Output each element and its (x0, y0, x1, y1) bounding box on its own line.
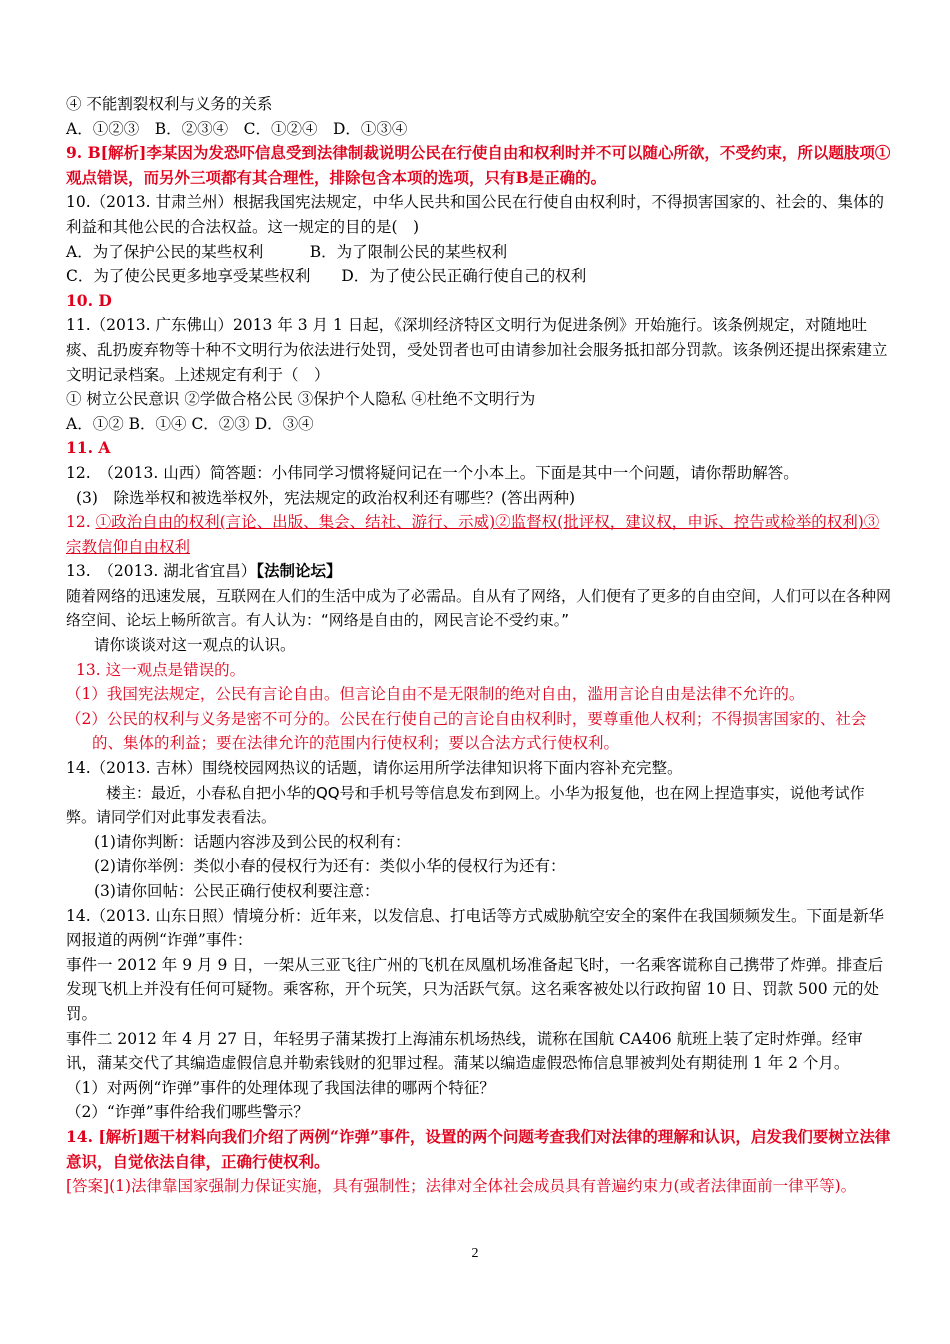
option-line: ④ 不能割裂权利与义务的关系 (66, 95, 273, 113)
answer-13: 13. 这一观点是错误的。 (76, 660, 246, 679)
choice-options: A．①②③ B．②③④ C．①②④ D．①③④ (66, 119, 408, 138)
question-12: 12. （2013. 山西）简答题：小伟同学习惯将疑问记在一个小本上。下面是其中一个问题，请你帮助解答。 (66, 463, 799, 482)
choice-options: C．为了使公民更多地享受某些权利 D．为了使公民正确行使自己的权利 (66, 267, 587, 286)
forum-post: 楼主：最近，小春私自把小华的QQ号和手机号等信息发布到网上。小华为报复他，也在网上捏造事实，说他考试作弊。请同学们对此事发表看法。 (66, 783, 865, 827)
choice-options: A．为了保护公民的某些权利 B．为了限制公民的某些权利 (66, 242, 508, 261)
event-1: 事件一 2012 年 9 月 9 日，一架从三亚飞往广州的飞机在凤凰机场准备起飞时，一名乘客谎称自己携带了炸弹。排查后发现飞机上并没有任何可疑物。乘客称，开个玩笑，只为活跃气氛。这名乘客被处以行政拘留 10 日、罚款 500 元的处罚。 (66, 955, 884, 1023)
answer-10: 10. D (66, 290, 112, 310)
question-14-sub-3: (3)请你回帖：公民正确行使权利要注意： (94, 882, 380, 900)
answer-13-point-2: （2）公民的权利与义务是密不可分的。公民在行使自己的言论自由权利时，要尊重他人权利；不得损害国家的、社会的、集体的利益；要在法律允许的范围内行使权利；要以合法方式行使权利。 (66, 709, 867, 753)
answer-9: 9. B[解析]李某因为发恐吓信息受到法律制裁说明公民在行使自由和权利时并不可以随心所欲，不受约束，所以题肢项①观点错误，而另外三项都有其合理性，排除包含本项的选项，只有B是正确的。 (66, 143, 891, 187)
question-13-prompt: 请你谈谈对这一观点的认识。 (94, 636, 296, 655)
question-13 (66, 559, 892, 584)
question-14-rizhao: 14.（2013. 山东日照）情境分析：近年来，以发信息、打电话等方式威胁航空安全的案件在我国频频发生。下面是新华网报道的两例“诈弹”事件： (66, 906, 884, 950)
question-14-sub-1: （1）对两例“诈弹”事件的处理体现了我国法律的哪两个特征？ (66, 1078, 495, 1097)
answer-12 (66, 510, 892, 559)
answer-13-point-1: （1）我国宪法规定，公民有言论自由。但言论自由不是无限制的绝对自由，滥用言论自由是法律不允许的。 (66, 685, 805, 704)
event-2: 事件二 2012 年 4 月 27 日，年轻男子蒲某拨打上海浦东机场热线，谎称在国航 CA406 航班上装了定时炸弹。经审讯，蒲某交代了其编造虚假信息并勒索钱财的犯罪过程。蒲某以编造虚假恐怖信息罪被判处有期徒刑 1 年 2 个月。 (66, 1029, 863, 1073)
answer-12-number: 12. (66, 513, 96, 532)
answer-14: [答案](1)法律靠国家强制力保证实施，具有强制性；法律对全体社会成员具有普遍约束力(或者法律面前一律平等)。 (66, 1177, 857, 1196)
question-13-source: 13. （2013. 湖北省宜昌） (66, 562, 257, 581)
answer-12-text: ①政治自由的权利(言论、出版、集会、结社、游行、示威)②监督权(批评权，建议权，申诉、控告或检举的权利)③宗教信仰自由权利 (66, 513, 880, 556)
question-14-sub-2: (2)请你举例：类似小春的侵权行为还有：类似小华的侵权行为还有： (94, 857, 566, 876)
page-number: 2 (471, 1246, 479, 1261)
question-14-sub-2: （2）“诈弹”事件给我们哪些警示？ (66, 1103, 309, 1122)
answer-11: 11. A (66, 438, 111, 458)
option-line: ① 树立公民意识 ②学做合格公民 ③保护个人隐私 ④杜绝不文明行为 (66, 390, 536, 409)
analysis-14: 14. [解析]题干材料向我们介绍了两例“诈弹”事件，设置的两个问题考查我们对法律的理解和认识，启发我们要树立法律意识，自觉依法自律，正确行使权利。 (66, 1126, 891, 1171)
question-12-sub: (3) 除选举权和被选举权外，宪法规定的政治权利还有哪些？(答出两种) (76, 488, 576, 507)
document-body (66, 92, 892, 1199)
question-14-jilin: 14.（2013. 吉林）围绕校园网热议的话题，请你运用所学法律知识将下面内容补充完整。 (66, 759, 683, 778)
question-14-sub-1: (1)请你判断：话题内容涉及到公民的权利有： (94, 832, 411, 851)
choice-options: A．①② B．①④ C．②③ D．③④ (66, 414, 314, 433)
question-11: 11.（2013. 广东佛山）2013 年 3 月 1 日起，《深圳经济特区文明行为促进条例》开始施行。该条例规定，对随地吐痰、乱扔废弃物等十种不文明行为依法进行处罚，受处罚者也可由请参加社会服务抵扣部分罚款。该条例还提出探索建立文明记录档案。上述规定有利于（ ） (66, 316, 888, 384)
question-10: 10.（2013. 甘肃兰州）根据我国宪法规定，中华人民共和国公民在行使自由权利时，不得损害国家的、社会的、集体的利益和其他公民的合法权益。这一规定的目的是( ) (66, 193, 884, 236)
question-13-material: 随着网络的迅速发展，互联网在人们的生活中成为了必需品。自从有了网络，人们便有了更多的自由空间，人们可以在各种网络空间、论坛上畅所欲言。有人认为：“网络是自由的，网民言论不受约束。” (66, 586, 892, 630)
forum-title: 【法制论坛】 (256, 561, 342, 581)
